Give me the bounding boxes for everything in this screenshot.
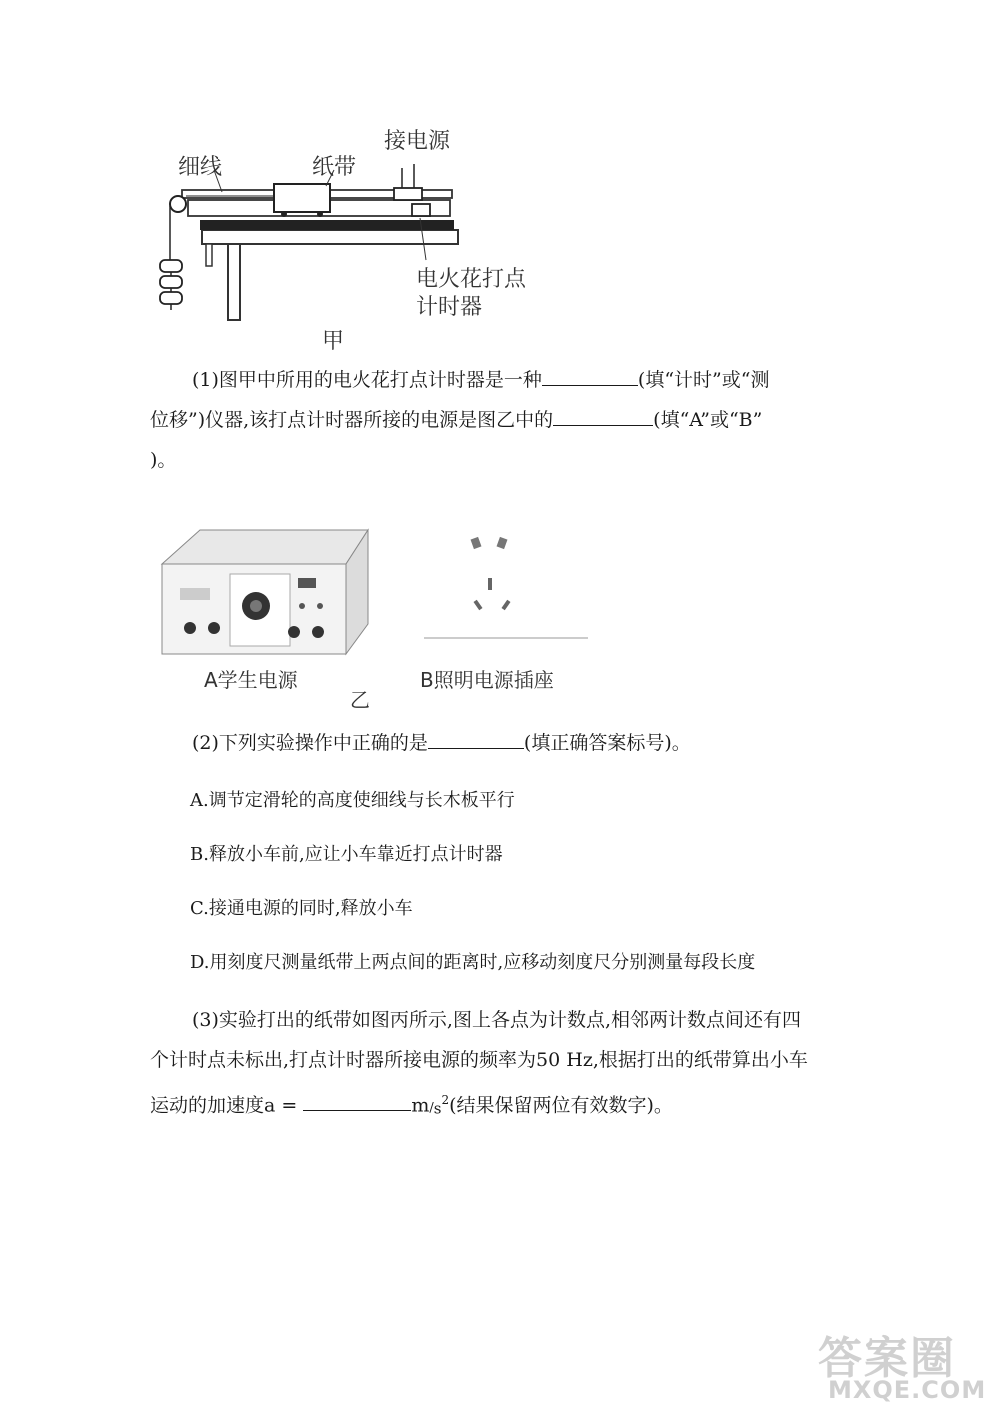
wall-socket-image (420, 528, 600, 658)
long-board (200, 220, 454, 230)
label-power: 接电源 (384, 129, 451, 154)
student-power-supply-image (160, 528, 370, 658)
watermark-url: MXQE.COM (828, 1376, 987, 1404)
label-timer-2: 计时器 (416, 295, 483, 320)
q2-text-1: (2)下列实验操作中正确的是 (192, 732, 428, 754)
pulley (170, 196, 186, 212)
label-timer-1: 电火花打点 (416, 267, 527, 292)
q3-unit-s: s (433, 1099, 442, 1118)
question-3: (3)实验打出的纸带如图丙所示,图上各点为计数点,相邻两计数点间还有四 个计时点未标出,打点计时器所接电源的频率为50 Hz,根据打出的纸带算出小车 运动的加速度$a = m/s^2$(结果保留两位有效数字)。 (150, 1000, 870, 1128)
q1-text-3: 位移”)仪器,该打点计时器所接的电源是图乙中的 (150, 409, 554, 431)
label-string: 细线 (178, 155, 223, 180)
q3-text-b: (结果保留两位有效数字)。 (449, 1094, 673, 1117)
q3-unit-m: m (411, 1094, 430, 1117)
q2-option-c: C.接通电源的同时,释放小车 (190, 898, 413, 919)
q1-text-4: (填“A”或“B” (653, 409, 763, 431)
caption-a: A学生电源 (204, 668, 298, 692)
cart (274, 184, 330, 212)
q1-text-1: (1)图甲中所用的电火花打点计时器是一种 (192, 369, 542, 391)
q1-blank-1 (542, 384, 638, 386)
watermark-logo: 答案圈 (818, 1333, 956, 1384)
q3-line-2: 个计时点未标出,打点计时器所接电源的频率为50 Hz,根据打出的纸带算出小车 (150, 1049, 808, 1071)
q2-text-2: (填正确答案标号)。 (523, 732, 691, 754)
table-top (202, 230, 458, 244)
q3-unit-exp: 2 (441, 1093, 450, 1107)
q2-option-d: D.用刻度尺测量纸带上两点间的距离时,应移动刻度尺分别测量每段长度 (190, 952, 756, 973)
q3-line-1: (3)实验打出的纸带如图丙所示,图上各点为计数点,相邻两计数点间还有四 (192, 1009, 801, 1031)
question-1 (150, 360, 850, 480)
spark-timer (394, 188, 422, 200)
q2-blank (428, 747, 524, 749)
table-leg (228, 244, 240, 320)
q3-text-a: 运动的加速度a = (150, 1094, 304, 1117)
figure-jia-caption: 甲 (322, 329, 345, 354)
figure-yi-caption: 乙 (350, 688, 370, 712)
q1-text-5: )。 (150, 449, 177, 471)
q1-text-2: (填“计时”或“测 (637, 369, 770, 391)
q2-option-b: B.释放小车前,应让小车靠近打点计时器 (190, 844, 503, 865)
q3-blank (303, 1109, 411, 1111)
question-2-stem (192, 728, 691, 755)
hanging-weights (160, 260, 182, 310)
label-tape: 纸带 (312, 155, 357, 180)
q1-blank-2 (553, 424, 653, 426)
q2-option-a: A.调节定滑轮的高度使细线与长木板平行 (190, 790, 515, 811)
caption-b: B照明电源插座 (420, 668, 554, 692)
